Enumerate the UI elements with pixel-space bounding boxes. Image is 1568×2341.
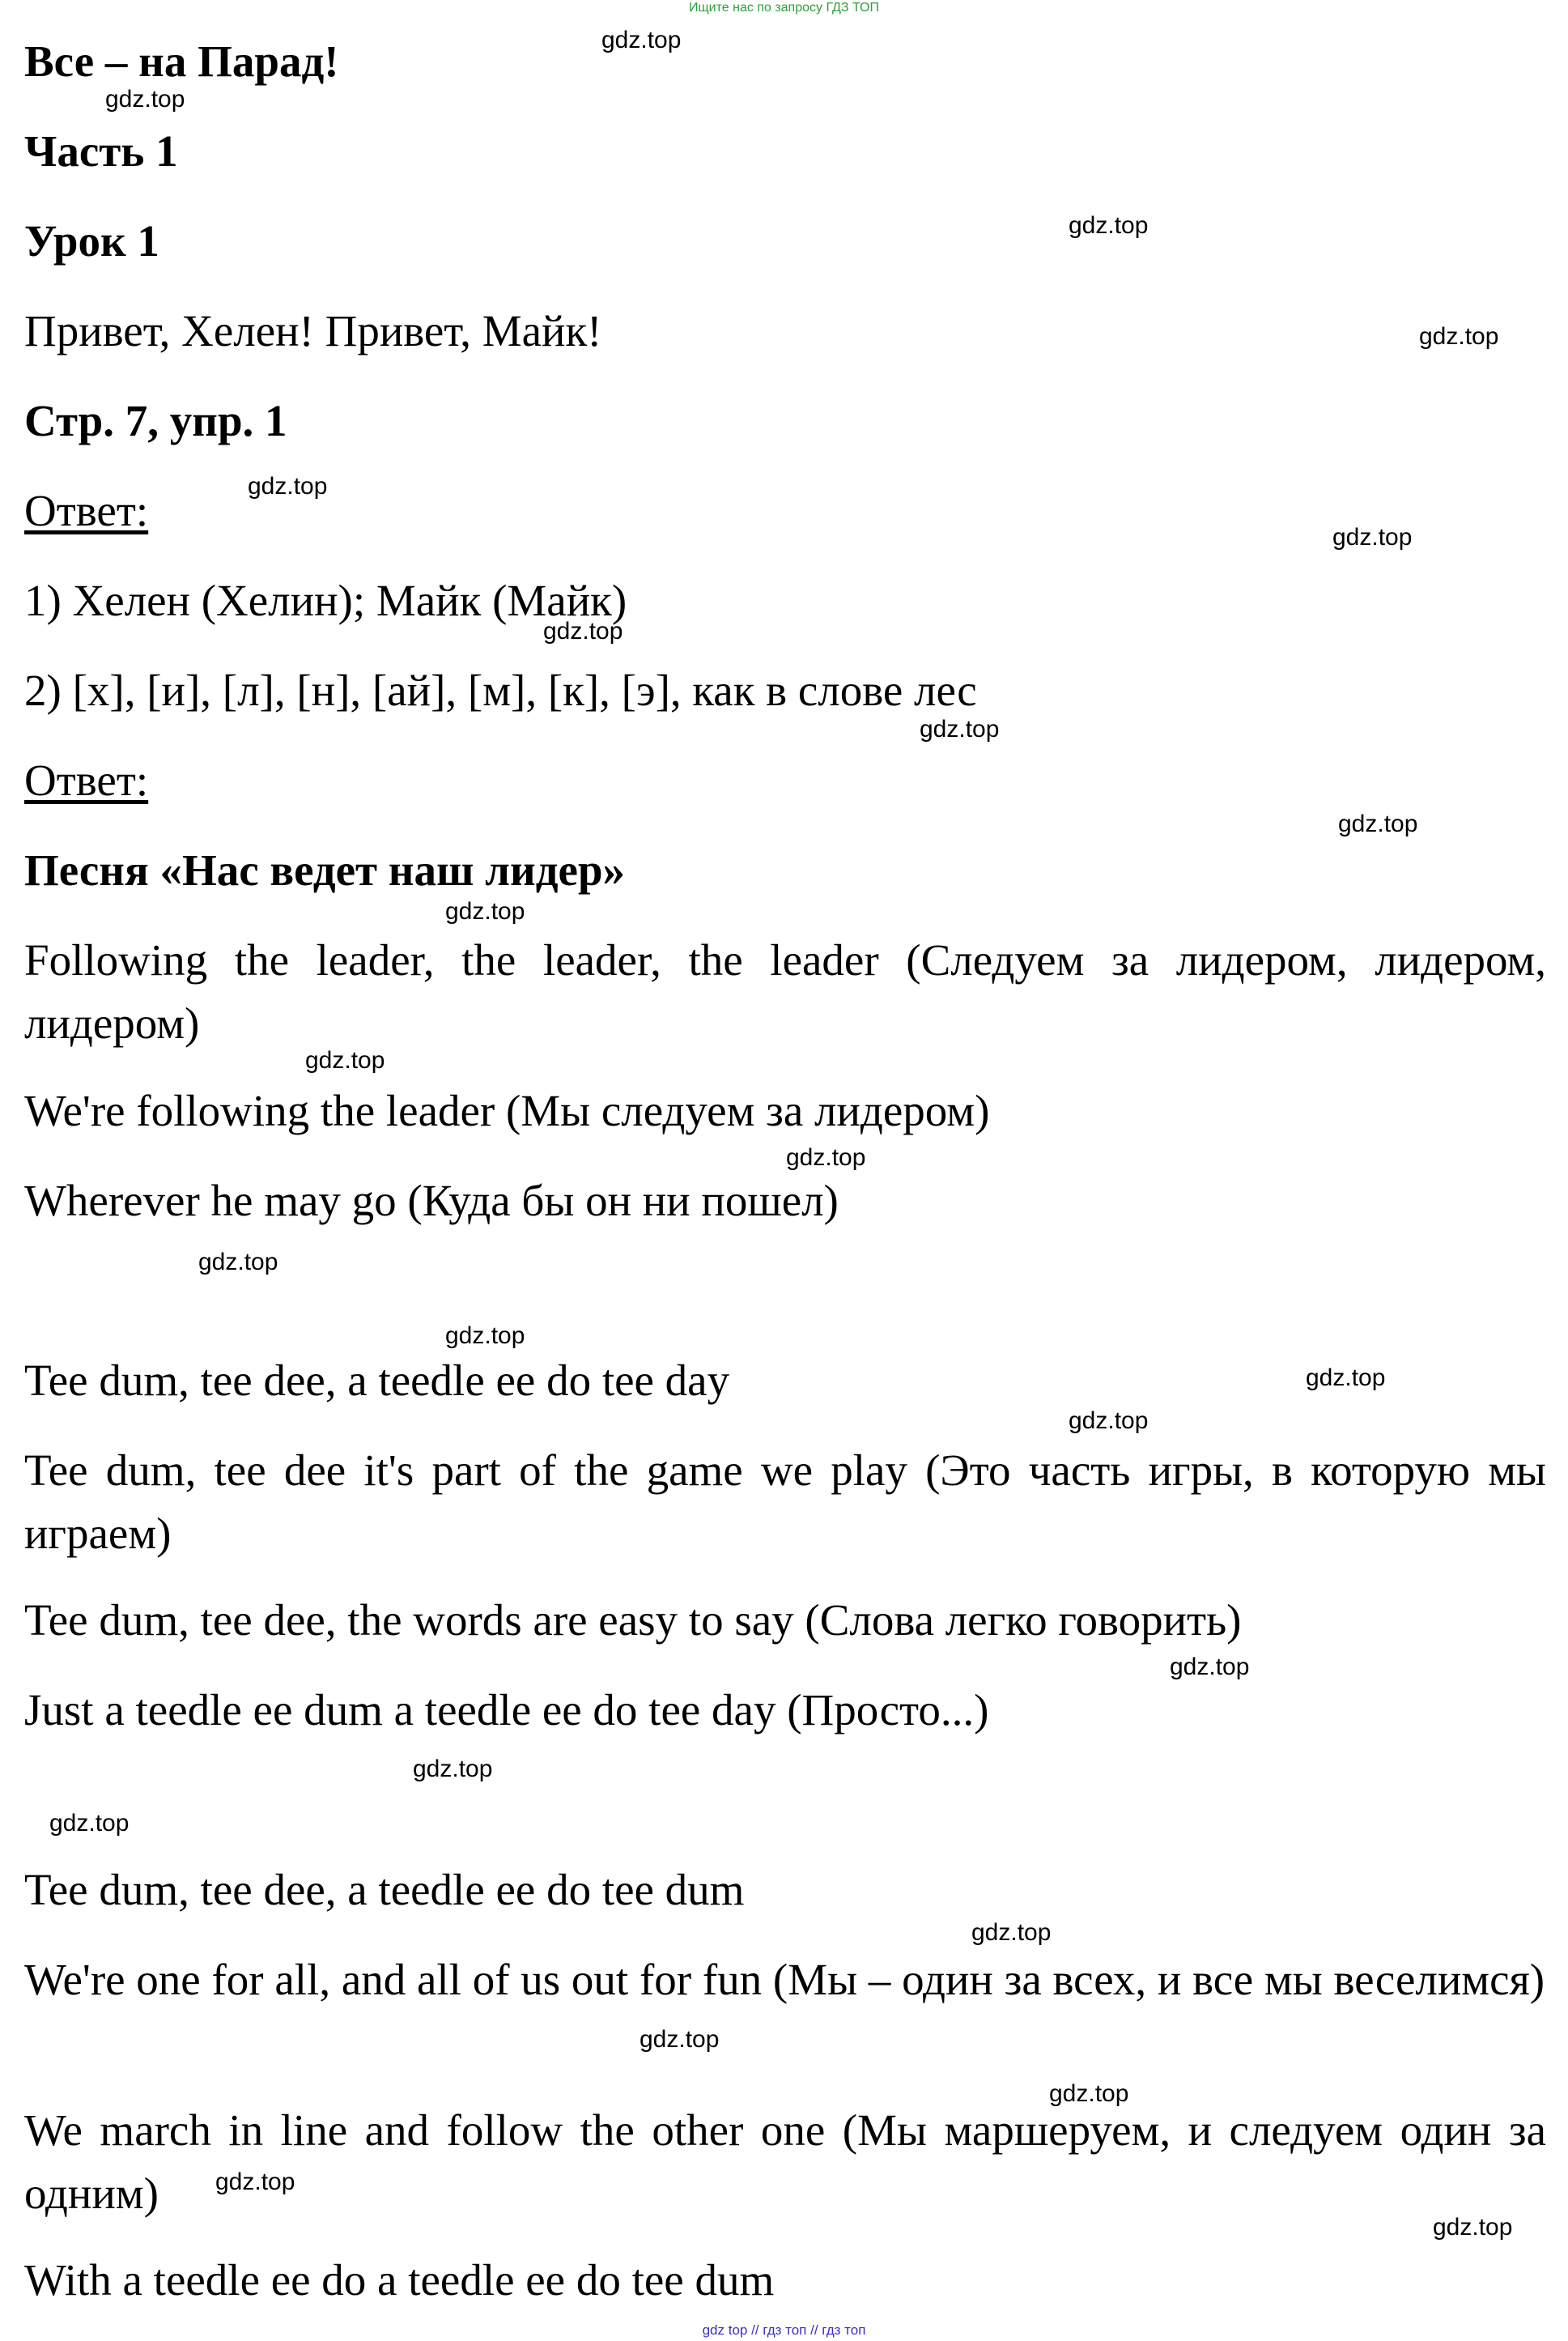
watermark: gdz.top (445, 898, 525, 925)
part-heading: Часть 1 (24, 126, 178, 176)
song-title: Песня «Нас ведет наш лидер» (24, 845, 626, 895)
lyric-line: Tee dum, tee dee, a teedle ee do tee day (24, 1356, 730, 1405)
watermark: gdz.top (413, 1756, 493, 1782)
lyric-line: With a teedle ee do a teedle ee do tee dum (24, 2255, 775, 2305)
watermark: gdz.top (215, 2169, 295, 2195)
lyric-line: Tee dum, tee dee, the words are easy to say (Слова легко говорить) (24, 1595, 1242, 1645)
lesson-title: Привет, Хелен! Привет, Майк! (24, 306, 602, 355)
watermark: gdz.top (640, 2026, 720, 2053)
header-note: Ищите нас по запросу ГДЗ ТОП (689, 1, 879, 15)
watermark: gdz.top (198, 1249, 278, 1275)
footer-note: gdz top // гдз топ // гдз топ (702, 2322, 866, 2338)
watermark: gdz.top (1338, 811, 1418, 837)
lyric-line: Wherever he may go (Куда бы он ни пошел) (24, 1176, 839, 1225)
answer-label: Ответ: (24, 756, 149, 805)
watermark: gdz.top (601, 27, 682, 53)
watermark: gdz.top (1332, 524, 1413, 551)
watermark: gdz.top (1170, 1654, 1250, 1680)
watermark: gdz.top (248, 473, 328, 500)
lyric-line: Tee dum, tee dee, a teedle ee do tee dum (24, 1865, 745, 1914)
watermark: gdz.top (1069, 212, 1149, 239)
watermark: gdz.top (543, 618, 623, 645)
watermark: gdz.top (1306, 1364, 1386, 1391)
answer-line: 1) Хелен (Хелин); Майк (Майк) (24, 576, 627, 625)
lyric-line: We're following the leader (Мы следуем за лидером) (24, 1086, 990, 1135)
exercise-heading: Стр. 7, упр. 1 (24, 396, 287, 445)
answer-label: Ответ: (24, 486, 149, 535)
watermark: gdz.top (305, 1047, 385, 1074)
watermark: gdz.top (1069, 1407, 1149, 1434)
watermark: gdz.top (1049, 2080, 1129, 2107)
lyric-line: Just a teedle ee dum a teedle ee do tee day (Просто...) (24, 1685, 989, 1734)
lyric-line: We're one for all, and all of us out for fun (Мы – один за всех, и все мы веселимся) (24, 1955, 1545, 2004)
watermark: gdz.top (920, 716, 1000, 743)
lyric-line: We march in line and follow the other one (Мы маршеруем, и следуем один за одним) (24, 2105, 1546, 2218)
watermark: gdz.top (786, 1144, 866, 1171)
lyric-line: Following the leader, the leader, the leader (Следуем за лидером, лидером, лидером) (24, 935, 1546, 1048)
lyric-line: Tee dum, tee dee it's part of the game we play (Это часть игры, в которую мы играем) (24, 1445, 1546, 1558)
watermark: gdz.top (1433, 2214, 1513, 2241)
answer-line: 2) [х], [и], [л], [н], [ай], [м], [к], [э], как в слове лес (24, 666, 977, 715)
watermark: gdz.top (445, 1322, 525, 1349)
watermark: gdz.top (1419, 323, 1499, 350)
watermark: gdz.top (971, 1919, 1052, 1946)
watermark: gdz.top (105, 86, 185, 113)
document-title: Все – на Парад! (24, 36, 339, 86)
watermark: gdz.top (49, 1810, 130, 1837)
lesson-heading: Урок 1 (24, 216, 159, 266)
